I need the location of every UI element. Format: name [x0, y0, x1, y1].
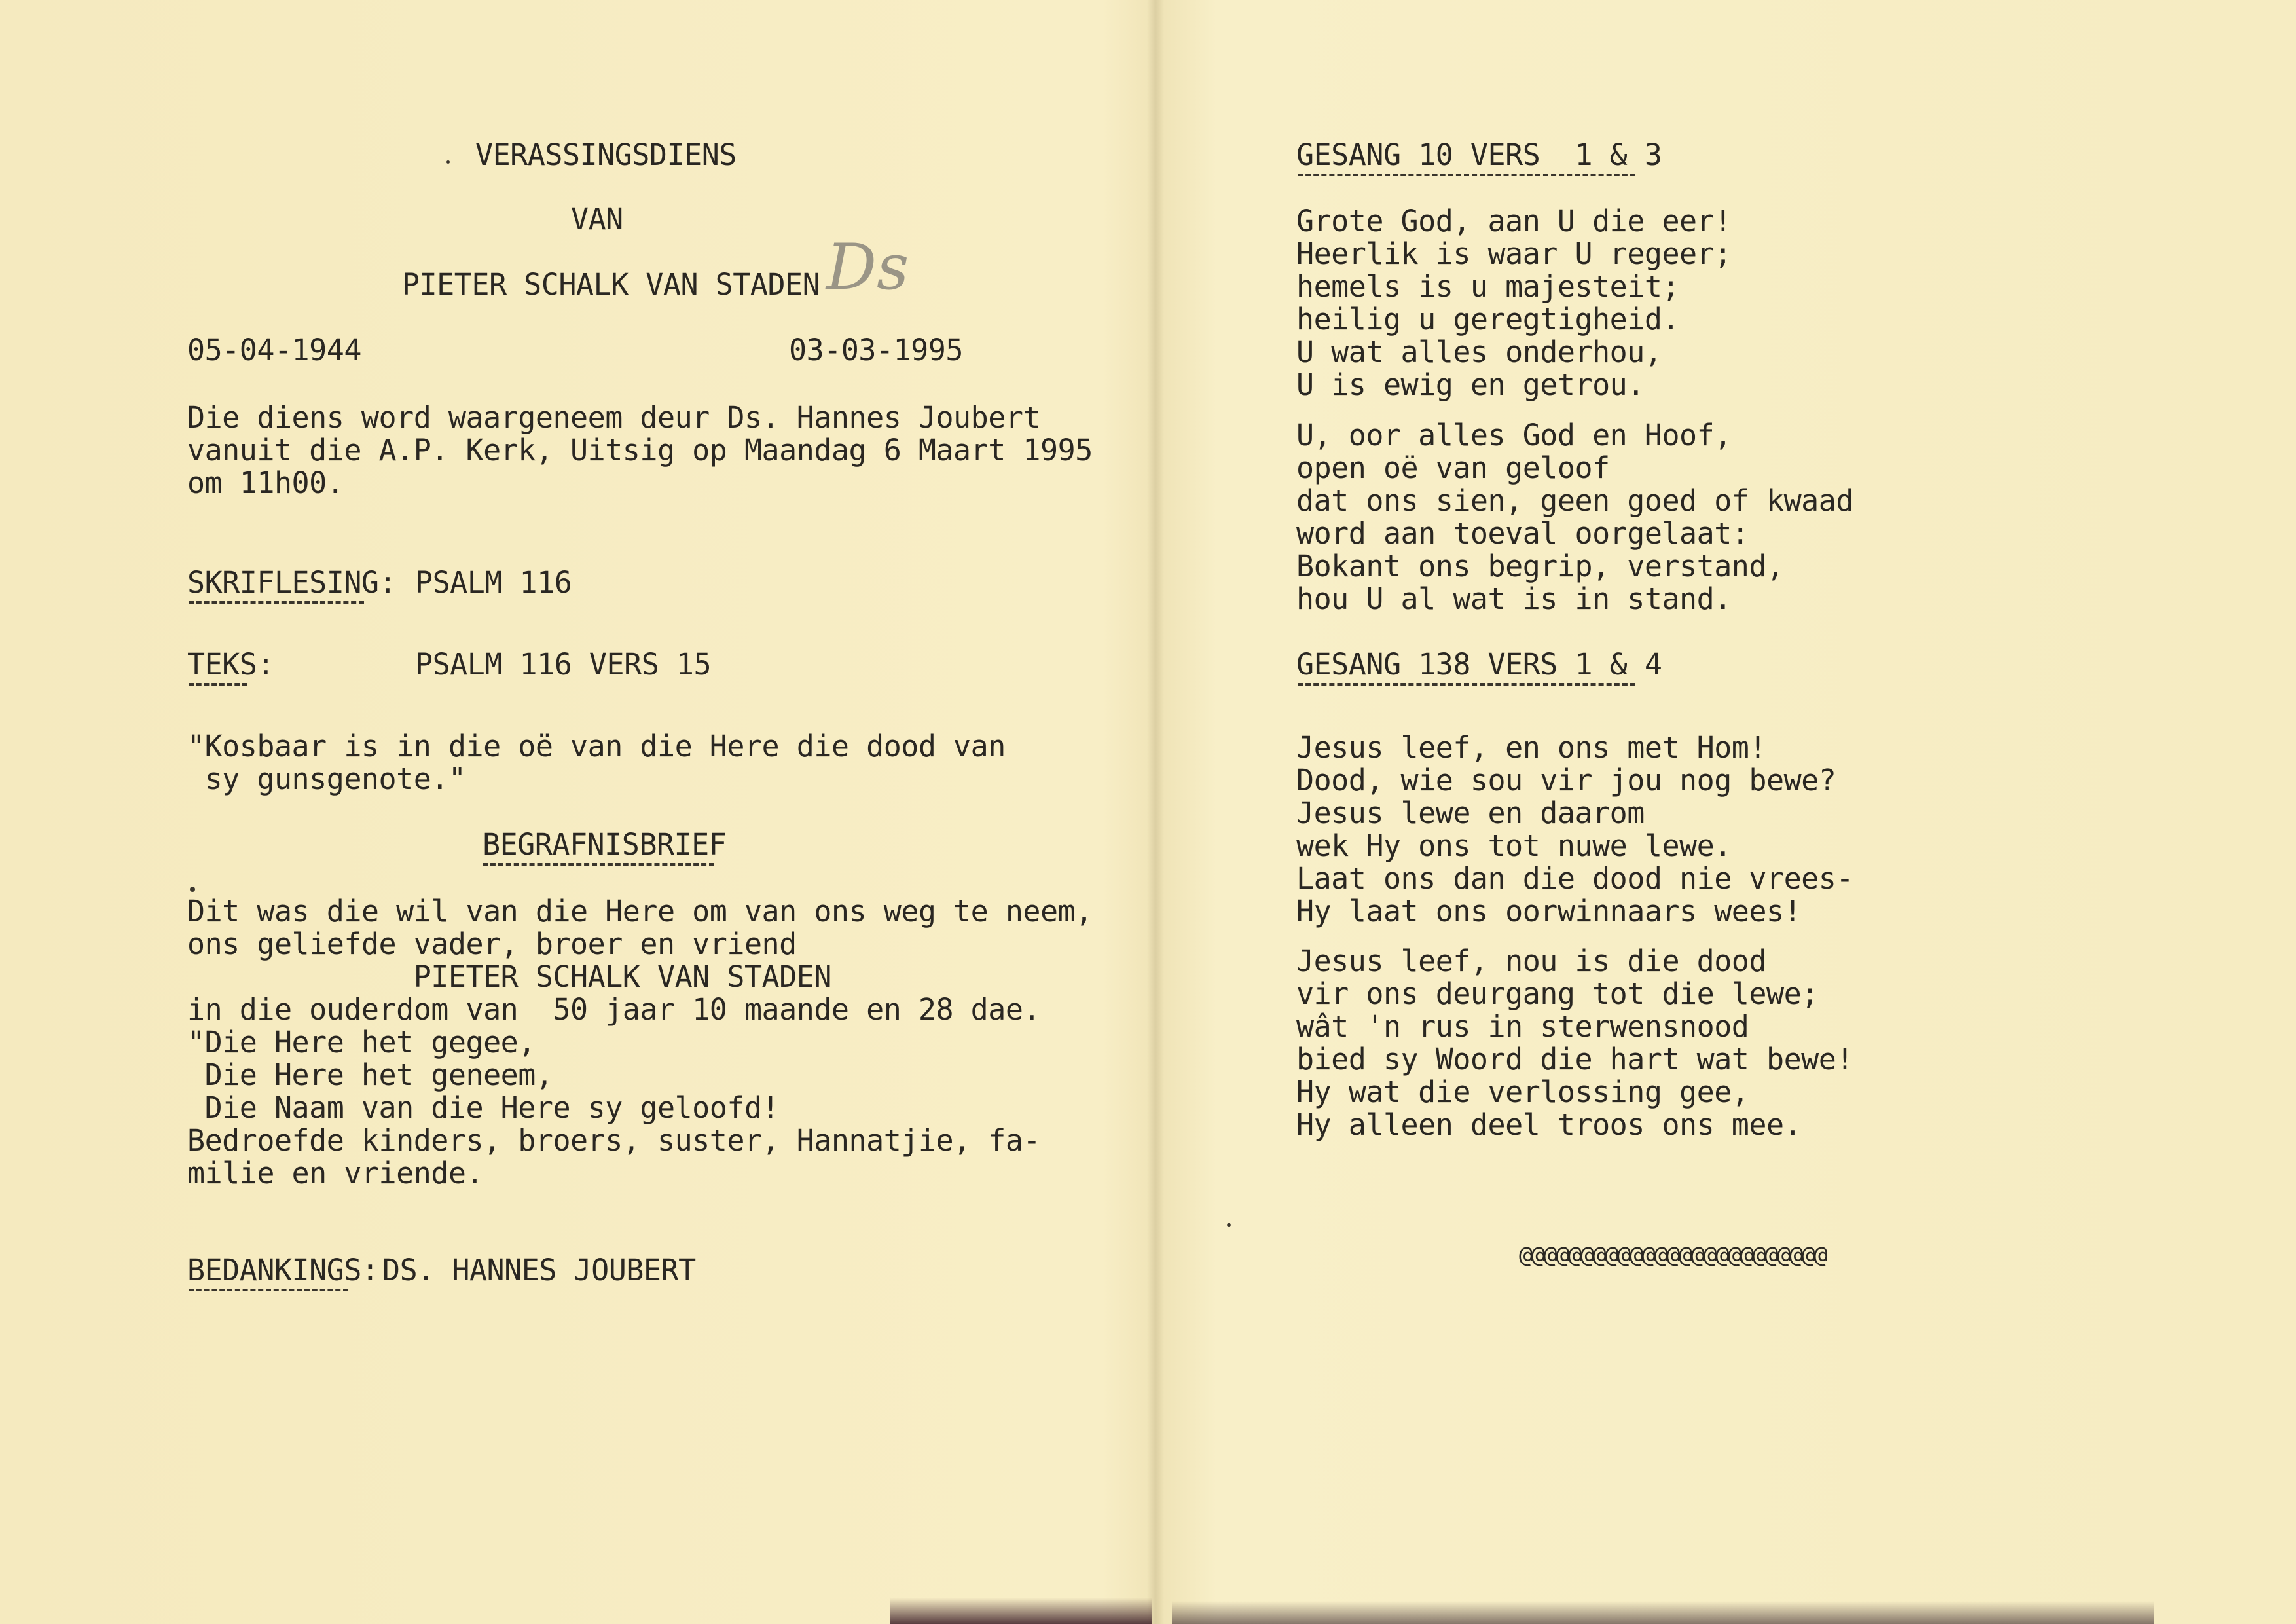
letter-line: Bedroefde kinders, broers, suster, Hannatjie, fa- [187, 1123, 1041, 1158]
hymn-line: U, oor alles God en Hoof, [1296, 418, 1732, 452]
hymn-line: U is ewig en getrou. [1296, 367, 1645, 402]
stray-mark [1227, 1223, 1231, 1227]
hymn1-underline [1298, 174, 1635, 176]
hymn-line: hemels is u majesteit; [1296, 269, 1680, 304]
funeral-letter [187, 895, 1093, 1190]
hymn-line: Hy wat die verlossing gee, [1296, 1075, 1749, 1109]
letter-line: Dit was die wil van die Here om van ons weg te neem, [187, 894, 1093, 929]
letter-line: in die ouderdom van 50 jaar 10 maande en 28 dae. [187, 992, 1041, 1027]
hymn2-verse2 [1296, 945, 1853, 1141]
service-line: vanuit die A.P. Kerk, Uitsig op Maandag 6 Maart 1995 [187, 433, 1093, 468]
hymn-line: Grote God, aan U die eer! [1296, 204, 1732, 238]
closing-ornament: @@@@@@@@@@@@@@@@@@@@@@@@@ [1519, 1242, 1827, 1268]
service-details [187, 401, 1093, 500]
hymn-line: Jesus leef, en ons met Hom! [1296, 730, 1766, 765]
hymn-line: wek Hy ons tot nuwe lewe. [1296, 828, 1732, 863]
begrafnisbrief-underline [483, 863, 714, 866]
bedankings-label: BEDANKINGS: [187, 1253, 379, 1287]
death-date: 03-03-1995 [789, 333, 963, 367]
bedankings-underline [189, 1289, 348, 1291]
hymn-line: bied sy Woord die hart wat bewe! [1296, 1042, 1853, 1077]
teks-value: PSALM 116 VERS 15 [415, 647, 712, 682]
hymn1-heading: GESANG 10 VERS 1 & 3 [1296, 138, 1662, 172]
hymn-line: Hy alleen deel troos ons mee. [1296, 1107, 1802, 1142]
letter-line: PIETER SCHALK VAN STADEN [187, 959, 831, 994]
hymn2-underline [1298, 683, 1635, 686]
hymn-line: Laat ons dan die dood nie vrees- [1296, 861, 1853, 896]
teks-underline [189, 683, 247, 686]
page-edge-shadow [890, 1598, 1152, 1624]
bedankings-value: DS. HANNES JOUBERT [382, 1253, 696, 1287]
hymn-line: vir ons deurgang tot die lewe; [1296, 976, 1819, 1011]
letter-line: milie en vriende. [187, 1156, 484, 1190]
hymn1-verse2 [1296, 419, 1853, 616]
hymn-line: wât 'n rus in sterwensnood [1296, 1009, 1749, 1044]
page-edge-shadow [1172, 1601, 2154, 1624]
teks-label: TEKS: [187, 647, 274, 682]
hymn-line: Jesus leef, nou is die dood [1296, 944, 1766, 978]
skriflesing-value: PSALM 116 [415, 565, 572, 600]
quote-line: sy gunsgenote." [187, 762, 466, 796]
hymn-line: Jesus lewe en daarom [1296, 796, 1645, 830]
begrafnisbrief-heading: BEGRAFNISBRIEF [483, 827, 727, 862]
hymn-line: heilig u geregtigheid. [1296, 302, 1680, 337]
letter-line: Die Naam van die Here sy geloofd! [187, 1090, 780, 1125]
skriflesing-underline [189, 601, 364, 604]
hymn-line: dat ons sien, geen goed of kwaad [1296, 483, 1853, 518]
hymn-line: Hy laat ons oorwinnaars wees! [1296, 894, 1802, 929]
deceased-name: PIETER SCHALK VAN STADEN [402, 267, 820, 302]
hymn1-verse1 [1296, 205, 1732, 401]
service-line: om 11h00. [187, 466, 344, 500]
hymn-line: Heerlik is waar U regeer; [1296, 236, 1732, 271]
handwritten-ds: Ds [826, 231, 909, 304]
hymn-line: Dood, wie sou vir jou nog bewe? [1296, 763, 1836, 798]
hymn2-heading: GESANG 138 VERS 1 & 4 [1296, 647, 1662, 682]
hymn-line: Bokant ons begrip, verstand, [1296, 549, 1784, 583]
hymn-line: open oë van geloof [1296, 451, 1610, 485]
letter-line: Die Here het geneem, [187, 1058, 553, 1092]
hymn-line: hou U al wat is in stand. [1296, 581, 1732, 616]
quote-line: "Kosbaar is in die oë van die Here die dood van [187, 729, 1006, 764]
hymn-line: word aan toeval oorgelaat: [1296, 516, 1749, 551]
bullet-mark [190, 887, 195, 892]
letter-line: "Die Here het gegee, [187, 1025, 536, 1060]
hymn2-verse1 [1296, 731, 1853, 928]
birth-date: 05-04-1944 [187, 333, 361, 367]
van-line: VAN [571, 202, 623, 236]
stray-mark [446, 160, 450, 164]
center-fold [1147, 0, 1164, 1624]
scripture-quote [187, 730, 1006, 796]
letter-line: ons geliefde vader, broer en vriend [187, 927, 797, 961]
service-line: Die diens word waargeneem deur Ds. Hannes Joubert [187, 400, 1041, 435]
hymn-line: U wat alles onderhou, [1296, 335, 1662, 369]
service-title: VERASSINGSDIENS [475, 138, 737, 172]
skriflesing-label: SKRIFLESING: [187, 565, 397, 600]
